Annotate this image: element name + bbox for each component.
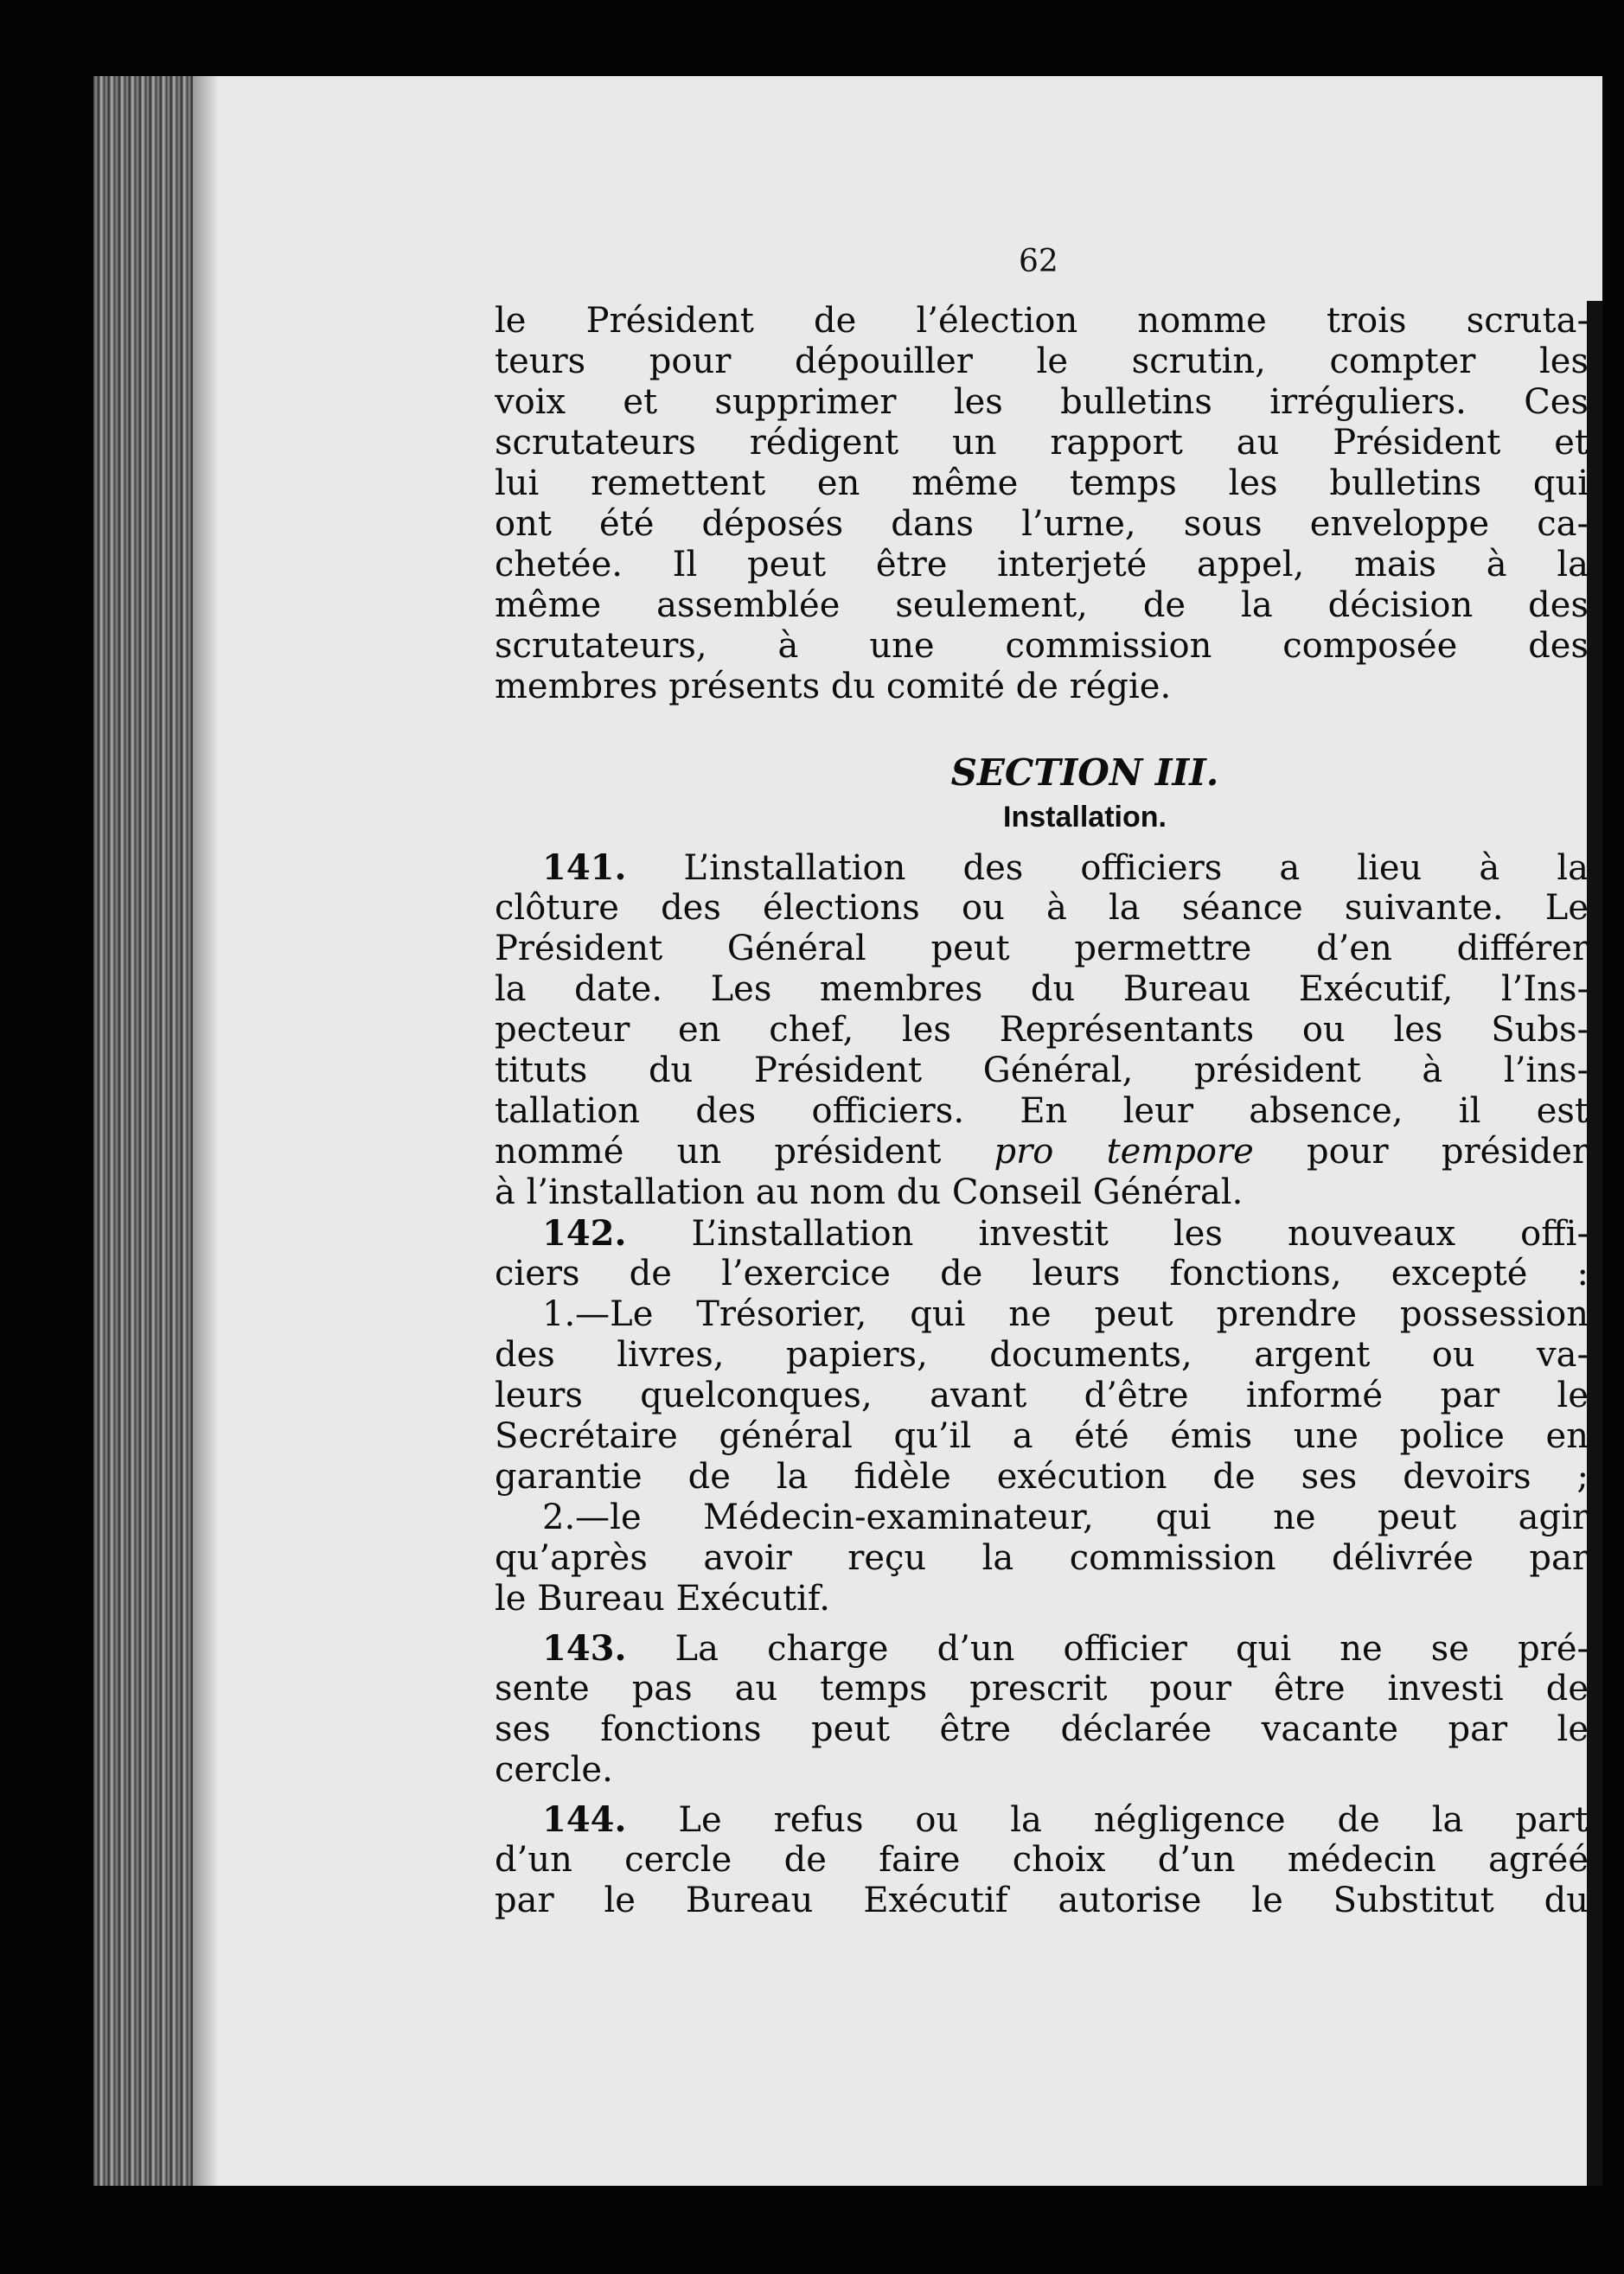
text-line: ciers de l’exercice de leurs fonctions, excepté : — [495, 1254, 1589, 1293]
latin-phrase: pro tempore — [994, 1132, 1254, 1172]
text-line: tallation des officiers. En leur absence, il est — [495, 1091, 1589, 1131]
text-line: lui remettent en même temps les bulletins qui — [495, 463, 1589, 503]
article-first-line — [495, 1628, 1589, 1669]
text-line: membres présents du comité de régie. — [495, 667, 1172, 706]
text-segment: pour présider — [1253, 1132, 1589, 1172]
page-gutter-shadow — [193, 76, 219, 2186]
section-subheading: Installation. — [1003, 801, 1167, 834]
article-text: Le refus ou la négligence de la part — [678, 1800, 1589, 1840]
article-first-line — [495, 1799, 1589, 1840]
section-heading: SECTION III. — [950, 751, 1219, 794]
article-141 — [495, 847, 1589, 1213]
text-line: pecteur en chef, les Représentants ou les Subs- — [495, 1010, 1589, 1050]
article-number: 144. — [542, 1799, 627, 1840]
article-first-line — [495, 1213, 1589, 1254]
page-binding-edge — [93, 76, 193, 2186]
text-line: voix et supprimer les bulletins irréguliers. Ces — [495, 382, 1589, 422]
article-142 — [495, 1213, 1589, 1619]
text-line: même assemblée seulement, de la décision des — [495, 585, 1589, 625]
text-line: sente pas au temps prescrit pour être investi de — [495, 1669, 1589, 1709]
article-text: L’installation des officiers a lieu à la — [683, 848, 1589, 888]
page-text — [495, 301, 1589, 1921]
text-line: scrutateurs rédigent un rapport au Président et — [495, 423, 1589, 463]
article-first-line — [495, 847, 1589, 888]
list-item-first-line: 2.—le Médecin-examinateur, qui ne peut agir — [542, 1498, 1589, 1537]
text-line: à l’installation au nom du Conseil Général. — [495, 1172, 1244, 1212]
article-143 — [495, 1628, 1589, 1791]
page-number: 62 — [1019, 244, 1058, 279]
list-item-first-line: 1.—Le Trésorier, qui ne peut prendre possession — [542, 1294, 1589, 1334]
text-line-with-emphasis — [495, 1132, 1589, 1172]
text-segment: nommé un président — [495, 1132, 994, 1172]
article-number: 141. — [542, 847, 627, 888]
text-line: tituts du Président Général, président à l’ins- — [495, 1051, 1589, 1090]
text-line: le Président de l’élection nomme trois scruta- — [495, 301, 1589, 341]
text-line: le Bureau Exécutif. — [495, 1579, 831, 1619]
text-line: par le Bureau Exécutif autorise le Substitut du — [495, 1881, 1589, 1920]
text-line: teurs pour dépouiller le scrutin, compter les — [495, 342, 1589, 381]
text-line: la date. Les membres du Bureau Exécutif, l’Ins- — [495, 969, 1589, 1009]
text-line: clôture des élections ou à la séance suivante. Le — [495, 888, 1589, 928]
article-144 — [495, 1799, 1589, 1921]
text-line: scrutateurs, à une commission composée des — [495, 626, 1589, 666]
article-text: La charge d’un officier qui ne se pré- — [675, 1629, 1589, 1669]
article-number: 142. — [542, 1213, 627, 1254]
text-line: d’un cercle de faire choix d’un médecin agréé — [495, 1840, 1589, 1880]
intro-paragraph — [495, 301, 1589, 707]
text-line: des livres, papiers, documents, argent ou va- — [495, 1335, 1589, 1375]
article-text: L’installation investit les nouveaux offi- — [691, 1214, 1589, 1254]
text-line: qu’après avoir reçu la commission délivrée par — [495, 1538, 1589, 1578]
text-line: leurs quelconques, avant d’être informé par le — [495, 1376, 1589, 1415]
article-number: 143. — [542, 1628, 627, 1669]
text-line: ses fonctions peut être déclarée vacante par le — [495, 1709, 1589, 1749]
text-line: Président Général peut permettre d’en différer — [495, 929, 1589, 968]
text-line: cercle. — [495, 1750, 613, 1790]
page-right-border — [1587, 301, 1602, 2186]
text-line: Secrétaire général qu’il a été émis une police en — [495, 1416, 1589, 1456]
text-line: ont été déposés dans l’urne, sous enveloppe ca- — [495, 504, 1589, 544]
text-line: chetée. Il peut être interjeté appel, mais à la — [495, 545, 1589, 584]
text-line: garantie de la fidèle exécution de ses devoirs ; — [495, 1457, 1589, 1497]
